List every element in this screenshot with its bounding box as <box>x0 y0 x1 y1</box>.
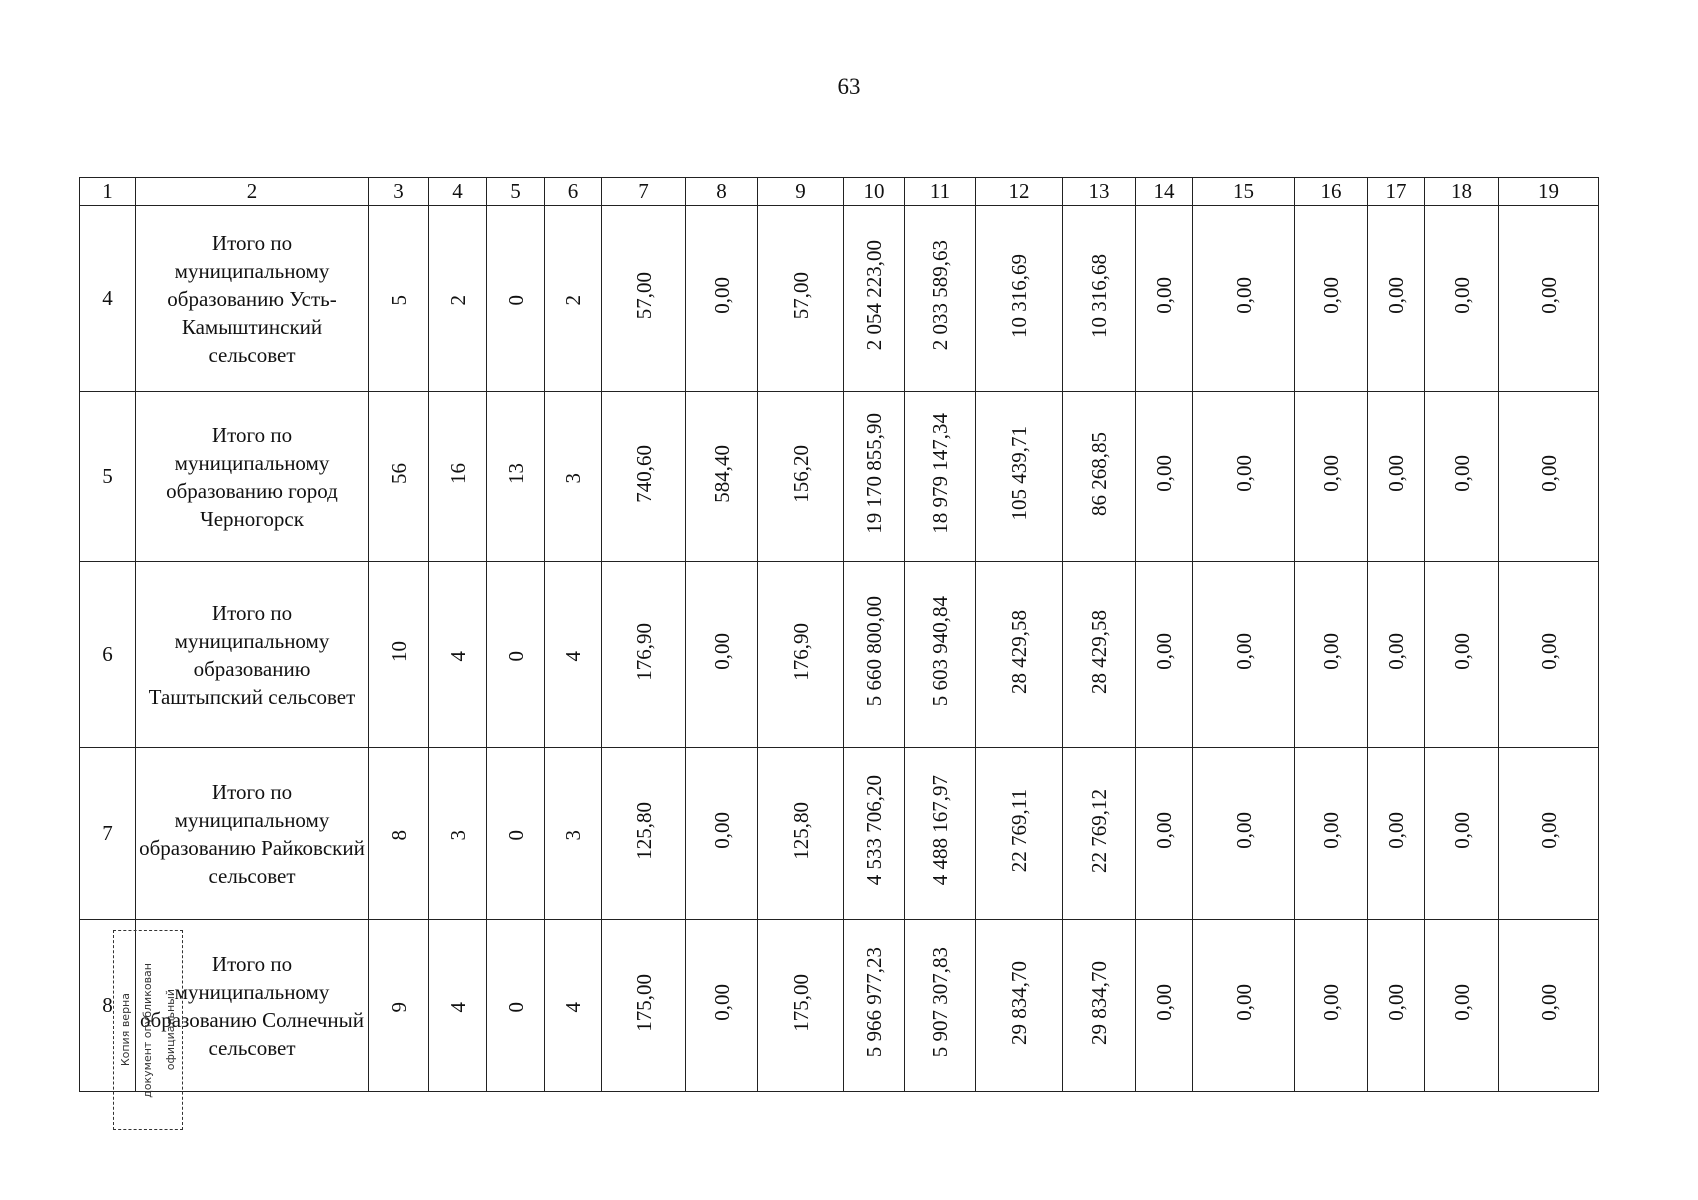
value-cell <box>1425 748 1499 920</box>
rotated-value: 0,00 <box>1152 984 1176 1021</box>
rotated-value: 19 170 855,90 <box>862 413 886 534</box>
value-cell <box>429 748 487 920</box>
value-cell <box>369 920 429 1092</box>
rotated-value: 0,00 <box>1449 277 1474 314</box>
rotated-value: 86 268,85 <box>1087 431 1111 516</box>
rotated-value: 156,20 <box>788 444 813 503</box>
rotated-value: 0,00 <box>1231 455 1256 492</box>
value-cell <box>686 562 758 748</box>
rotated-value: 0,00 <box>1152 455 1176 492</box>
rotated-value: 0,00 <box>1536 633 1561 670</box>
value-cell <box>844 392 905 562</box>
rotated-value: 175,00 <box>788 973 813 1032</box>
page-number: 63 <box>837 74 861 99</box>
value-cell <box>487 392 545 562</box>
rotated-value: 740,60 <box>631 444 656 503</box>
value-cell <box>1368 392 1425 562</box>
value-cell <box>905 206 976 392</box>
municipality-name-cell: Итого по муниципальному образованию Райковский сельсовет <box>136 748 369 920</box>
rotated-value: 0,00 <box>1384 633 1408 670</box>
value-cell <box>976 392 1063 562</box>
rotated-value: 0,00 <box>1319 633 1343 670</box>
value-cell <box>686 206 758 392</box>
value-cell <box>1295 392 1368 562</box>
value-cell <box>1295 206 1368 392</box>
value-cell <box>1063 562 1136 748</box>
value-cell <box>1193 562 1295 748</box>
rotated-value: 0,00 <box>1449 812 1474 849</box>
rotated-value: 5 <box>386 294 411 305</box>
value-cell <box>1193 920 1295 1092</box>
rotated-value: 0,00 <box>1231 633 1256 670</box>
value-cell <box>1295 920 1368 1092</box>
value-cell <box>487 920 545 1092</box>
rotated-value: 0,00 <box>1152 633 1176 670</box>
value-cell <box>1136 206 1193 392</box>
value-cell <box>369 748 429 920</box>
stamp-line: Копия верна <box>118 993 132 1067</box>
rotated-value: 56 <box>386 463 411 484</box>
rotated-value: 8 <box>386 829 411 840</box>
municipality-name-cell: Итого по муниципальному образованию Усть-Камыштинский сельсовет <box>136 206 369 392</box>
column-number-header: 4 <box>429 178 487 206</box>
stamp-line: документ опубликован <box>141 962 155 1098</box>
column-number-header: 8 <box>686 178 758 206</box>
value-cell <box>1368 748 1425 920</box>
value-cell <box>429 562 487 748</box>
rotated-value: 176,90 <box>631 622 656 681</box>
rotated-value: 584,40 <box>709 444 734 503</box>
rotated-value: 0,00 <box>1384 812 1408 849</box>
rotated-value: 0 <box>503 1001 528 1012</box>
rotated-value: 0,00 <box>1536 984 1561 1021</box>
value-cell <box>487 206 545 392</box>
value-cell <box>545 392 602 562</box>
table-row <box>80 562 1599 748</box>
rotated-value: 13 <box>503 463 528 484</box>
rotated-value: 16 <box>445 463 470 484</box>
value-cell <box>429 920 487 1092</box>
rotated-value: 175,00 <box>631 973 656 1032</box>
rotated-value: 0,00 <box>1319 455 1343 492</box>
rotated-value: 57,00 <box>631 271 656 320</box>
rotated-value: 10 316,69 <box>1007 253 1031 338</box>
column-number-header: 7 <box>602 178 686 206</box>
column-number-header: 16 <box>1295 178 1368 206</box>
rotated-value: 0 <box>503 650 528 661</box>
value-cell <box>602 920 686 1092</box>
value-cell <box>844 206 905 392</box>
rotated-value: 2 033 589,63 <box>928 240 952 351</box>
value-cell <box>1368 920 1425 1092</box>
column-number-header: 18 <box>1425 178 1499 206</box>
value-cell <box>1136 748 1193 920</box>
rotated-value: 125,80 <box>788 801 813 860</box>
rotated-value: 0,00 <box>1536 812 1561 849</box>
row-number-cell: 7 <box>80 748 136 920</box>
value-cell <box>545 562 602 748</box>
value-cell <box>1193 206 1295 392</box>
value-cell <box>1295 562 1368 748</box>
column-number-header: 3 <box>369 178 429 206</box>
value-cell <box>844 562 905 748</box>
value-cell <box>1368 206 1425 392</box>
value-cell <box>976 920 1063 1092</box>
row-number-cell: 5 <box>80 392 136 562</box>
value-cell <box>758 392 844 562</box>
rotated-value: 3 <box>561 829 585 840</box>
value-cell <box>758 920 844 1092</box>
rotated-value: 0 <box>503 294 528 305</box>
certification-stamp <box>113 930 183 1130</box>
rotated-value: 22 769,11 <box>1007 788 1031 873</box>
column-number-header: 6 <box>545 178 602 206</box>
rotated-value: 28 429,58 <box>1007 609 1031 694</box>
value-cell <box>487 748 545 920</box>
column-number-header: 9 <box>758 178 844 206</box>
table-row <box>80 920 1599 1092</box>
value-cell <box>487 562 545 748</box>
rotated-value: 176,90 <box>788 622 813 681</box>
rotated-value: 2 054 223,00 <box>862 240 886 351</box>
value-cell <box>686 392 758 562</box>
rotated-value: 0,00 <box>1449 455 1474 492</box>
header-row <box>80 178 1599 206</box>
value-cell <box>905 562 976 748</box>
value-cell <box>602 748 686 920</box>
value-cell <box>976 206 1063 392</box>
value-cell <box>686 920 758 1092</box>
value-cell <box>545 206 602 392</box>
value-cell <box>1063 920 1136 1092</box>
municipality-name-cell: Итого по муниципальному образованию Солнечный сельсовет <box>136 920 369 1092</box>
rotated-value: 0,00 <box>1449 984 1474 1021</box>
column-number-header: 11 <box>905 178 976 206</box>
rotated-value: 0,00 <box>1231 984 1256 1021</box>
rotated-value: 5 966 977,23 <box>862 947 886 1058</box>
rotated-value: 0 <box>503 829 528 840</box>
column-number-header: 17 <box>1368 178 1425 206</box>
rotated-value: 5 603 940,84 <box>928 596 952 707</box>
column-number-header: 12 <box>976 178 1063 206</box>
rotated-value: 29 834,70 <box>1087 960 1111 1045</box>
municipality-name-cell: Итого по муниципальному образованию город Черногорск <box>136 392 369 562</box>
table-row <box>80 206 1599 392</box>
row-number-cell: 6 <box>80 562 136 748</box>
rotated-value: 0,00 <box>1449 633 1474 670</box>
rotated-value: 4 <box>445 650 470 661</box>
value-cell <box>758 206 844 392</box>
rotated-value: 4 <box>445 1001 470 1012</box>
rotated-value: 0,00 <box>1384 455 1408 492</box>
column-number-header: 2 <box>136 178 369 206</box>
rotated-value: 28 429,58 <box>1087 609 1111 694</box>
rotated-value: 0,00 <box>1152 277 1176 314</box>
stamp-line: официальный <box>164 989 178 1071</box>
column-number-header: 10 <box>844 178 905 206</box>
rotated-value: 10 316,68 <box>1087 253 1111 338</box>
rotated-value: 29 834,70 <box>1007 960 1031 1045</box>
value-cell <box>1499 920 1599 1092</box>
value-cell <box>1136 562 1193 748</box>
value-cell <box>429 206 487 392</box>
rotated-value: 0,00 <box>709 277 734 314</box>
value-cell <box>1193 748 1295 920</box>
rotated-value: 0,00 <box>1152 812 1176 849</box>
value-cell <box>1136 392 1193 562</box>
column-number-header: 1 <box>80 178 136 206</box>
rotated-value: 0,00 <box>1536 277 1561 314</box>
value-cell <box>844 920 905 1092</box>
value-cell <box>758 748 844 920</box>
rotated-value: 0,00 <box>1231 277 1256 314</box>
value-cell <box>1136 920 1193 1092</box>
value-cell <box>429 392 487 562</box>
column-number-header: 19 <box>1499 178 1599 206</box>
value-cell <box>686 748 758 920</box>
rotated-value: 4 <box>561 1001 585 1012</box>
rotated-value: 4 488 167,97 <box>928 775 952 886</box>
rotated-value: 125,80 <box>631 801 656 860</box>
column-number-header: 13 <box>1063 178 1136 206</box>
value-cell <box>1193 392 1295 562</box>
rotated-value: 0,00 <box>1231 812 1256 849</box>
value-cell <box>1499 206 1599 392</box>
value-cell <box>1499 748 1599 920</box>
rotated-value: 0,00 <box>1384 984 1408 1021</box>
value-cell <box>905 748 976 920</box>
column-number-header: 5 <box>487 178 545 206</box>
value-cell <box>976 748 1063 920</box>
value-cell <box>369 392 429 562</box>
municipality-name-cell: Итого по муниципальному образованию Таштыпский сельсовет <box>136 562 369 748</box>
column-number-header: 15 <box>1193 178 1295 206</box>
value-cell <box>905 920 976 1092</box>
rotated-value: 0,00 <box>1536 455 1561 492</box>
rotated-value: 9 <box>386 1001 411 1012</box>
value-cell <box>602 562 686 748</box>
rotated-value: 18 979 147,34 <box>928 413 952 534</box>
value-cell <box>1425 920 1499 1092</box>
value-cell <box>844 748 905 920</box>
value-cell <box>1499 562 1599 748</box>
value-cell <box>1295 748 1368 920</box>
value-cell <box>1425 562 1499 748</box>
row-number-cell: 8 <box>80 920 136 1092</box>
rotated-value: 0,00 <box>1319 812 1343 849</box>
rotated-value: 4 533 706,20 <box>862 775 886 886</box>
rotated-value: 5 907 307,83 <box>928 947 952 1058</box>
value-cell <box>369 206 429 392</box>
rotated-value: 2 <box>561 294 585 305</box>
value-cell <box>1499 392 1599 562</box>
value-cell <box>1063 748 1136 920</box>
value-cell <box>758 562 844 748</box>
value-cell <box>1425 392 1499 562</box>
value-cell <box>602 392 686 562</box>
value-cell <box>545 920 602 1092</box>
rotated-value: 3 <box>445 829 470 840</box>
rotated-value: 0,00 <box>709 633 734 670</box>
rotated-value: 3 <box>561 472 585 483</box>
table-row <box>80 748 1599 920</box>
rotated-value: 105 439,71 <box>1007 426 1031 521</box>
rotated-value: 4 <box>561 650 585 661</box>
value-cell <box>1063 206 1136 392</box>
rotated-value: 2 <box>445 294 470 305</box>
value-cell <box>1425 206 1499 392</box>
rotated-value: 57,00 <box>788 271 813 320</box>
rotated-value: 10 <box>386 641 411 662</box>
rotated-value: 0,00 <box>1384 277 1408 314</box>
rotated-value: 5 660 800,00 <box>862 596 886 707</box>
value-cell <box>369 562 429 748</box>
rotated-value: 0,00 <box>1319 984 1343 1021</box>
rotated-value: 0,00 <box>1319 277 1343 314</box>
data-table <box>79 177 1599 1092</box>
value-cell <box>976 562 1063 748</box>
value-cell <box>545 748 602 920</box>
value-cell <box>905 392 976 562</box>
rotated-value: 22 769,12 <box>1087 788 1111 873</box>
column-number-header: 14 <box>1136 178 1193 206</box>
rotated-value: 0,00 <box>709 984 734 1021</box>
rotated-value: 0,00 <box>709 812 734 849</box>
value-cell <box>602 206 686 392</box>
value-cell <box>1063 392 1136 562</box>
table-row <box>80 392 1599 562</box>
row-number-cell: 4 <box>80 206 136 392</box>
value-cell <box>1368 562 1425 748</box>
